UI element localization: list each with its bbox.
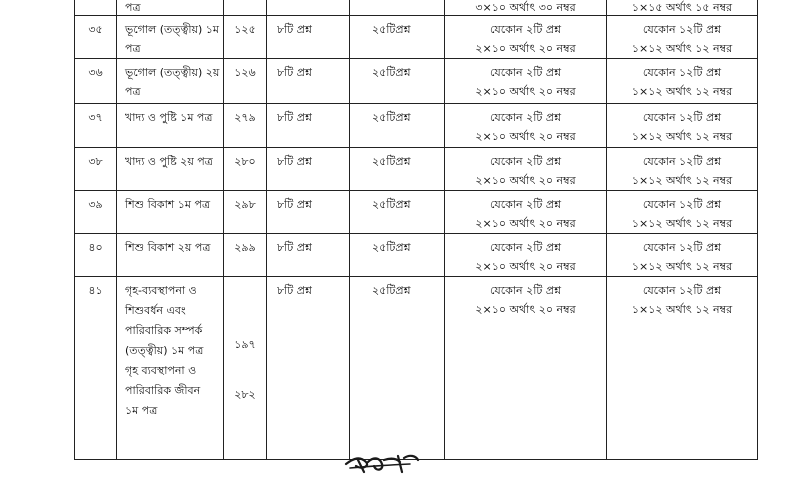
subject-line: গৃহ-ব্যবস্থাপনা ও [125,284,197,297]
answer-option-cell [607,191,758,234]
answer-option-line: যেকোন ২টি প্রশ্ন [489,241,562,254]
questions-total-cell: ২৫টিপ্রশ্ন [350,234,445,277]
subject-cell [117,148,224,191]
code-cell: ১২৬ [224,59,267,104]
questions-total-cell: ২৫টিপ্রশ্ন [350,59,445,104]
questions-cell [267,0,350,16]
subject-line: ভূগোল (তত্ত্বীয়) ২য় [125,66,220,79]
serial-cell: ৩৯ [75,191,117,234]
answer-option-line: যেকোন ১২টি প্রশ্ন [642,66,722,79]
answer-option-line: যেকোন ১২টি প্রশ্ন [642,198,722,211]
subject-cell [117,104,224,148]
answer-option-line: ২×১০ অর্থাৎ ২০ নম্বর [475,85,576,98]
answer-option-cell [607,277,758,460]
answer-option-line: ১×১২ অর্থাৎ ১২ নম্বর [631,174,733,187]
subject-line: শিশু বিকাশ ২য় পত্র [125,241,211,254]
questions-cell: ৮টি প্রশ্ন [267,234,350,277]
table-body [75,0,758,460]
answer-option-cell [445,104,607,148]
answer-option-line: ২×১০ অর্থাৎ ২০ নম্বর [475,303,576,316]
answer-option-line: যেকোন ১২টি প্রশ্ন [642,111,722,124]
serial-cell: ৪১ [75,277,117,460]
answer-option-cell [445,277,607,460]
answer-option-line: ২×১০ অর্থাৎ ২০ নম্বর [475,130,576,143]
exam-marks-table [74,0,758,460]
answer-option-cell [445,148,607,191]
questions-cell: ৮টি প্রশ্ন [267,277,350,460]
code-cell: ২৭৯ [224,104,267,148]
subject-line: পত্র [125,85,141,98]
answer-option-line: যেকোন ২টি প্রশ্ন [489,23,562,36]
subject-cell [117,59,224,104]
answer-option-cell [607,0,758,16]
answer-option-cell [445,191,607,234]
code-cell [224,277,267,460]
code-line: ২৮২ [234,388,256,401]
answer-option-line: ১×১২ অর্থাৎ ১২ নম্বর [631,303,733,316]
answer-option-cell [445,234,607,277]
answer-option-line: ১×১২ অর্থাৎ ১২ নম্বর [631,260,733,273]
signature-icon [340,446,424,478]
serial-cell [75,0,117,16]
subject-line: খাদ্য ও পুষ্টি ১ম পত্র [125,111,213,124]
answer-option-line: ২×১০ অর্থাৎ ২০ নম্বর [475,260,576,273]
questions-total-cell: ২৫টিপ্রশ্ন [350,16,445,59]
table-row [75,148,758,191]
answer-option-line: যেকোন ২টি প্রশ্ন [489,111,562,124]
answer-option-line: যেকোন ২টি প্রশ্ন [489,284,562,297]
answer-option-line: ৩×১০ অর্থাৎ ৩০ নম্বর [475,1,576,14]
answer-option-line: ১×১৫ অর্থাৎ ১৫ নম্বর [631,1,733,14]
code-cell: ২৯৯ [224,234,267,277]
subject-line: (তত্ত্বীয়) ১ম পত্র [125,344,204,357]
answer-option-line: যেকোন ১২টি প্রশ্ন [642,23,722,36]
serial-cell: ৪০ [75,234,117,277]
serial-cell: ৩৬ [75,59,117,104]
questions-cell: ৮টি প্রশ্ন [267,104,350,148]
table-row [75,104,758,148]
table-row [75,191,758,234]
answer-option-cell [445,16,607,59]
subject-line: ১ম পত্র [125,404,158,417]
subject-line: গৃহ ব্যবস্থাপনা ও [125,364,197,377]
questions-cell: ৮টি প্রশ্ন [267,59,350,104]
questions-cell: ৮টি প্রশ্ন [267,16,350,59]
subject-line: শিশুবর্ধন এবং [125,304,186,317]
answer-option-cell [607,234,758,277]
code-cell [224,0,267,16]
code-cell: ২৯৮ [224,191,267,234]
answer-option-line: ২×১০ অর্থাৎ ২০ নম্বর [475,42,576,55]
subject-cell [117,0,224,16]
answer-option-line: ১×১২ অর্থাৎ ১২ নম্বর [631,85,733,98]
answer-option-line: যেকোন ২টি প্রশ্ন [489,66,562,79]
code-line: ১৯৭ [234,338,256,351]
subject-cell [117,16,224,59]
answer-option-line: ২×১০ অর্থাৎ ২০ নম্বর [475,217,576,230]
serial-cell: ৩৭ [75,104,117,148]
subject-line: ভূগোল (তত্ত্বীয়) ১ম [125,23,219,36]
serial-cell: ৩৫ [75,16,117,59]
answer-option-line: যেকোন ১২টি প্রশ্ন [642,284,722,297]
subject-cell [117,277,224,460]
answer-option-line: যেকোন ১২টি প্রশ্ন [642,241,722,254]
code-cell: ২৮০ [224,148,267,191]
questions-total-cell: ২৫টিপ্রশ্ন [350,277,445,460]
subject-line: খাদ্য ও পুষ্টি ২য় পত্র [125,155,213,168]
subject-cell [117,234,224,277]
questions-total-cell: ২৫টিপ্রশ্ন [350,104,445,148]
answer-option-line: যেকোন ১২টি প্রশ্ন [642,155,722,168]
questions-total-cell: ২৫টিপ্রশ্ন [350,191,445,234]
subject-line: পারিবারিক জীবন [125,384,201,397]
answer-option-cell [445,59,607,104]
answer-option-cell [607,104,758,148]
serial-cell: ৩৮ [75,148,117,191]
answer-option-line: ২×১০ অর্থাৎ ২০ নম্বর [475,174,576,187]
answer-option-line: ১×১২ অর্থাৎ ১২ নম্বর [631,217,733,230]
code-stack [224,281,266,459]
table-row [75,59,758,104]
subject-line: পারিবারিক সম্পর্ক [125,324,203,337]
answer-option-cell [445,0,607,16]
answer-option-cell [607,59,758,104]
questions-cell: ৮টি প্রশ্ন [267,148,350,191]
answer-option-line: যেকোন ২টি প্রশ্ন [489,198,562,211]
table-row [75,16,758,59]
answer-option-line: যেকোন ২টি প্রশ্ন [489,155,562,168]
answer-option-cell [607,16,758,59]
questions-total-cell [350,0,445,16]
answer-option-cell [607,148,758,191]
answer-option-line: ১×১২ অর্থাৎ ১২ নম্বর [631,130,733,143]
table-row [75,277,758,460]
table-row [75,234,758,277]
subject-line: পত্র [125,42,141,55]
questions-cell: ৮টি প্রশ্ন [267,191,350,234]
code-cell: ১২৫ [224,16,267,59]
subject-line: পত্র [125,1,141,14]
answer-option-line: ১×১২ অর্থাৎ ১২ নম্বর [631,42,733,55]
table-row [75,0,758,16]
subject-cell [117,191,224,234]
subject-line: শিশু বিকাশ ১ম পত্র [125,198,211,211]
questions-total-cell: ২৫টিপ্রশ্ন [350,148,445,191]
